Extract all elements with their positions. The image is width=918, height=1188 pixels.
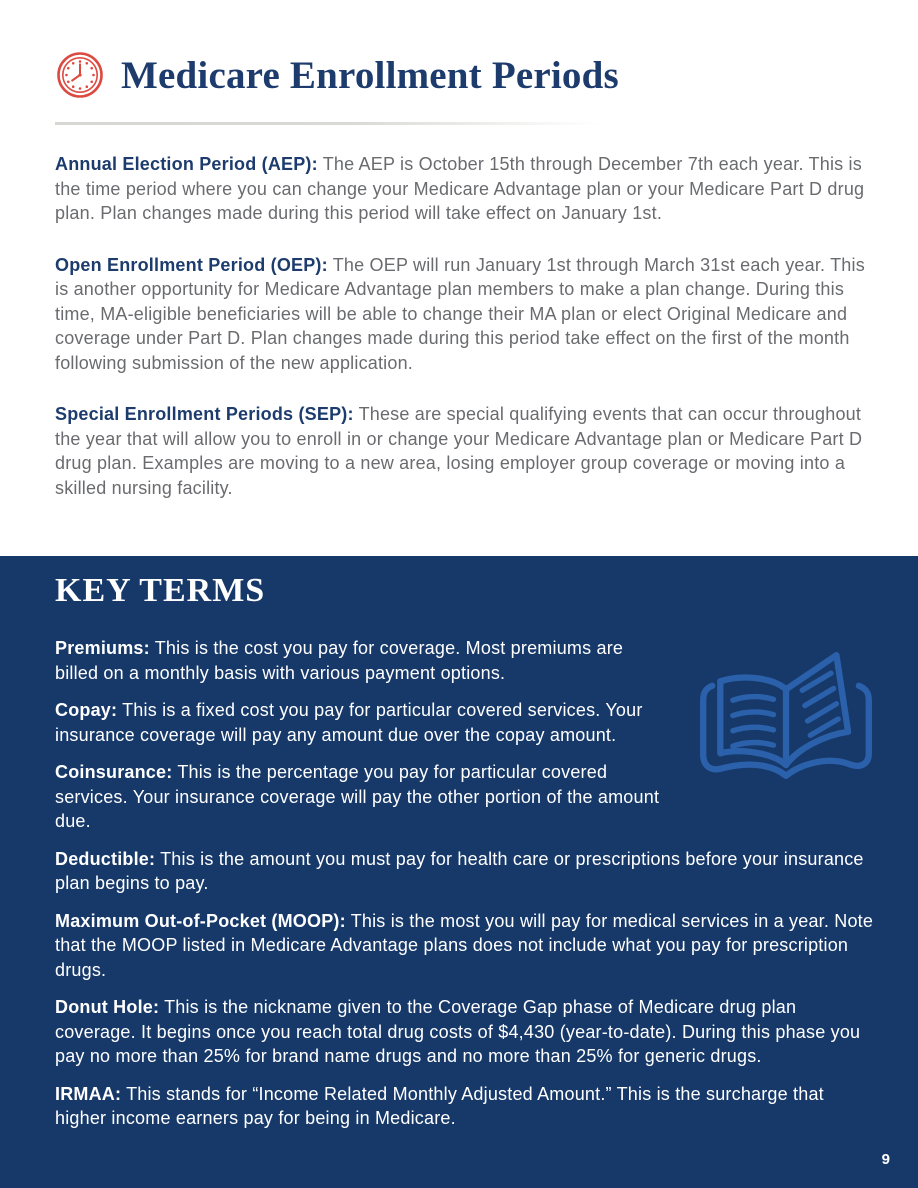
term-donut-hole-description: This is the nickname given to the Coverage Gap phase of Medicare drug plan coverage. It begins once you reach total drug costs of $4,430 (year-to-date). During this phase you pay no more than 25% for brand name drugs and no more than 25% for generic drugs. bbox=[55, 997, 861, 1066]
key-terms-section bbox=[0, 556, 918, 1188]
term-copay-label: Copay: bbox=[55, 700, 118, 720]
aep-description: The AEP is October 15th through December 7th each year. This is the time period where you can change your Medicare Advantage plan or your Medicare Part D drug plan. Plan changes made during this period will take effect on January 1st. bbox=[55, 154, 865, 223]
term-donut-hole bbox=[55, 995, 880, 1069]
sep-description: These are special qualifying events that can occur throughout the year that will allow you to enroll in or change your Medicare Advantage plan or Medicare Part D drug plan. Examples are moving to a new area, losing employer group coverage or moving into a skilled nursing facility. bbox=[55, 404, 863, 498]
term-irmaa-label: IRMAA: bbox=[55, 1083, 122, 1104]
oep-description: The OEP will run January 1st through March 31st each year. This is another opportunity for Medicare Advantage plan members to make a plan change. During this time, MA-eligible beneficiaries will be able to change their MA plan or elect Original Medicare and coverage under Part D. Plan changes made during this period take effect on the first of the month following submission of the new application. bbox=[55, 254, 865, 373]
term-moop-description: This is the most you will pay for medical services in a year. Note that the MOOP listed in Medicare Advantage plans does not include what you pay for prescription drugs. bbox=[55, 910, 874, 980]
page-header bbox=[55, 50, 866, 100]
term-donut-hole-label: Donut Hole: bbox=[55, 997, 160, 1017]
term-irmaa bbox=[55, 1082, 880, 1131]
term-coinsurance-description: This is the percentage you pay for particular covered services. Your insurance coverage will pay the other portion of the amount due. bbox=[55, 762, 660, 831]
page-number: 9 bbox=[881, 1151, 890, 1168]
term-copay-description: This is a fixed cost you pay for particular covered services. Your insurance coverage will pay any amount due over the copay amount. bbox=[55, 700, 643, 745]
enrollment-periods-section bbox=[0, 0, 918, 500]
sep-term: Special Enrollment Periods (SEP): bbox=[55, 404, 354, 424]
key-terms-heading: KEY TERMS bbox=[55, 572, 266, 609]
term-moop bbox=[55, 909, 880, 983]
term-coinsurance-label: Coinsurance: bbox=[55, 762, 173, 782]
oep-term: Open Enrollment Period (OEP): bbox=[55, 254, 328, 275]
term-deductible bbox=[55, 847, 880, 896]
aep-term: Annual Election Period (AEP): bbox=[55, 154, 318, 174]
aep-paragraph bbox=[55, 152, 866, 226]
term-deductible-label: Deductible: bbox=[55, 848, 156, 869]
page-title: Medicare Enrollment Periods bbox=[121, 53, 619, 97]
term-premiums-description: This is the cost you pay for coverage. Most premiums are billed on a monthly basis with various payment options. bbox=[55, 638, 624, 683]
term-moop-label: Maximum Out-of-Pocket (MOOP): bbox=[55, 910, 346, 931]
term-premiums-label: Premiums: bbox=[55, 638, 150, 658]
oep-paragraph bbox=[55, 253, 866, 376]
term-irmaa-description: This stands for “Income Related Monthly Adjusted Amount.” This is the surcharge that higher income earners pay for being in Medicare. bbox=[55, 1083, 824, 1128]
term-deductible-description: This is the amount you must pay for health care or prescriptions before your insurance plan begins to pay. bbox=[55, 848, 864, 893]
key-terms-list bbox=[55, 636, 880, 1131]
sep-paragraph bbox=[55, 402, 866, 500]
clock-icon bbox=[55, 50, 105, 100]
header-divider bbox=[55, 122, 600, 125]
open-book-icon bbox=[696, 636, 876, 786]
